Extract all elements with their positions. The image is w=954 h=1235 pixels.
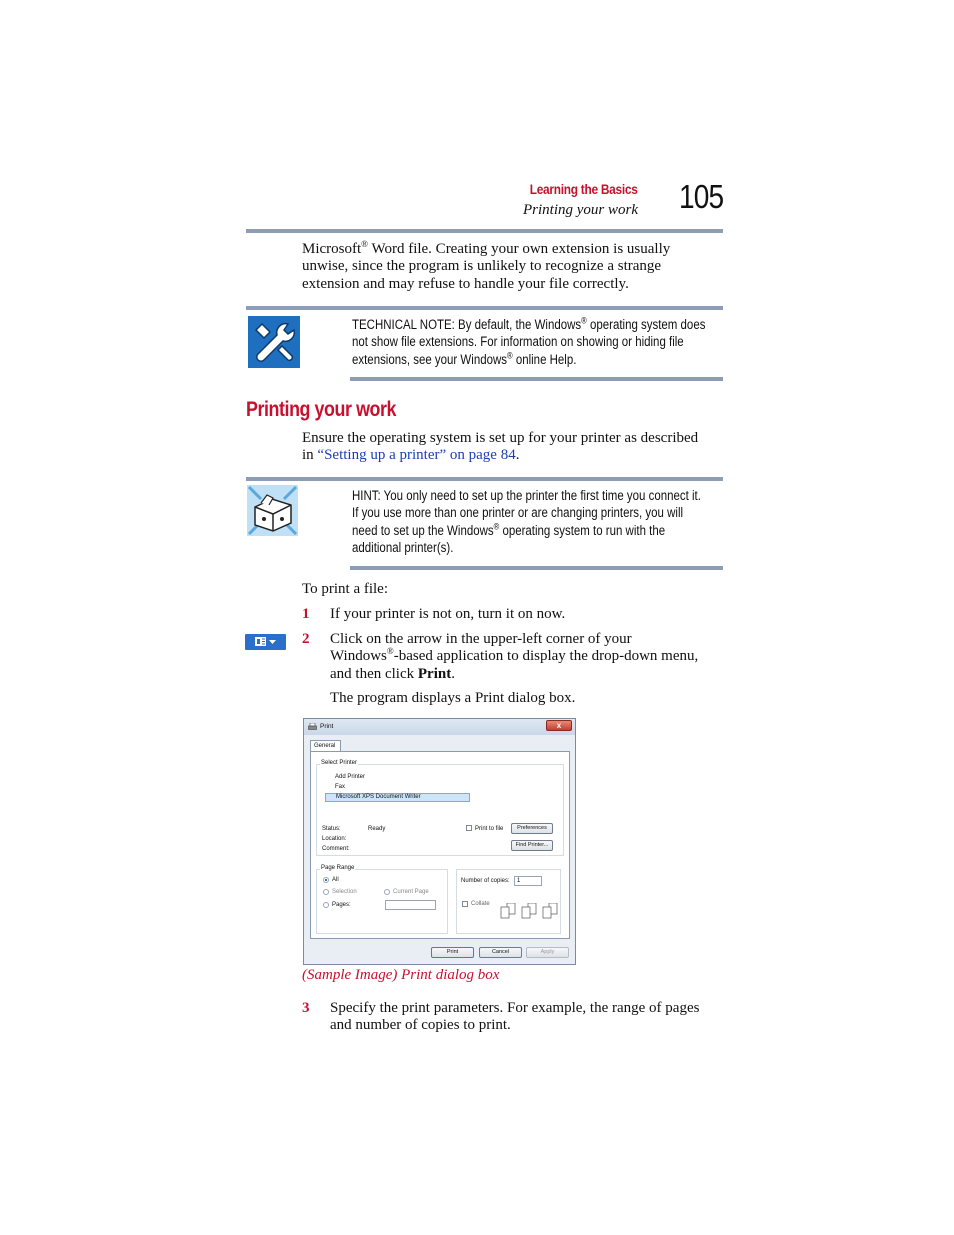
- ensure-paragraph: Ensure the operating system is set up for your printer as described in “Setting up a printer” on page 84.: [302, 430, 699, 464]
- header-rule: [246, 229, 723, 233]
- comment-label: Comment:: [322, 846, 350, 852]
- preferences-button[interactable]: Preferences: [511, 823, 553, 834]
- running-header-topic: Printing your work: [523, 202, 638, 218]
- printer-icon: [308, 723, 317, 731]
- select-printer-label: Select Printer: [321, 760, 358, 766]
- hint-top-rule: [246, 477, 723, 481]
- note-top-rule: [246, 306, 723, 310]
- collate-label: Collate: [471, 901, 490, 907]
- dialog-titlebar: [304, 719, 575, 735]
- all-label: All: [332, 877, 339, 883]
- number-of-copies-label: Number of copies:: [461, 878, 510, 884]
- apply-button[interactable]: Apply: [526, 947, 569, 958]
- location-label: Location:: [322, 836, 347, 842]
- print-dialog: [303, 718, 576, 965]
- print-to-file-checkbox[interactable]: [466, 825, 472, 831]
- setting-up-printer-link[interactable]: “Setting up a printer” on page 84: [317, 447, 516, 464]
- section-title: Printing your work: [246, 398, 397, 421]
- menu-button-icon: [245, 634, 286, 650]
- current-page-label: Current Page: [393, 889, 429, 895]
- note-bottom-rule: [350, 377, 723, 381]
- program-displays-text: The program displays a Print dialog box.: [330, 690, 576, 706]
- tab-general[interactable]: General: [310, 740, 341, 752]
- step-text-2: Click on the arrow in the upper-left corner of your Windows®-based application to display the drop-down menu, and then click Print.: [330, 631, 699, 682]
- hint-bottom-rule: [350, 566, 723, 570]
- intro-paragraph: Microsoft® Word file. Creating your own extension is usually unwise, since the program is unlikely to recognize a strange extension and may refuse to handle your file correctly.: [302, 239, 671, 292]
- step-number-3: 3: [302, 1000, 310, 1016]
- collate-pages-icon: [499, 903, 559, 921]
- print-button[interactable]: Print: [431, 947, 474, 958]
- printer-fax[interactable]: Fax: [335, 784, 346, 790]
- collate-checkbox[interactable]: [462, 901, 468, 907]
- status-value: Ready: [368, 826, 386, 832]
- step-number-1: 1: [302, 606, 310, 622]
- to-print-intro: To print a file:: [302, 581, 389, 597]
- running-header-section: Learning the Basics: [530, 182, 638, 197]
- toolbox-icon: [247, 485, 298, 536]
- step-text-3: Specify the print parameters. For example, the range of pages and number of copies to print.: [330, 1000, 700, 1034]
- all-radio[interactable]: [323, 877, 329, 883]
- pages-input[interactable]: [385, 900, 436, 910]
- page-range-label: Page Range: [321, 865, 355, 871]
- technical-note: TECHNICAL NOTE: By default, the Windows® operating system does not show file extensions. For information on showing or hiding file extensions, see your Windows® online Help.: [352, 315, 706, 367]
- wrench-icon: [248, 316, 300, 368]
- status-label: Status:: [322, 826, 341, 832]
- page-number: 105: [679, 178, 724, 215]
- step-text-1: If your printer is not on, turn it on now.: [330, 606, 566, 622]
- pages-label: Pages:: [332, 902, 351, 908]
- printer-xps-selected[interactable]: Microsoft XPS Document Writer: [325, 793, 470, 802]
- dialog-title: Print: [320, 723, 334, 730]
- find-printer-button[interactable]: Find Printer...: [511, 840, 553, 851]
- selection-label: Selection: [332, 889, 357, 895]
- current-page-radio[interactable]: [384, 889, 390, 895]
- print-to-file-label: Print to file: [475, 826, 504, 832]
- dialog-general-panel: [310, 751, 570, 939]
- step-number-2: 2: [302, 631, 310, 647]
- figure-caption: (Sample Image) Print dialog box: [302, 967, 500, 983]
- dialog-close-button[interactable]: x: [546, 720, 572, 731]
- printer-add[interactable]: Add Printer: [335, 774, 366, 780]
- cancel-button[interactable]: Cancel: [479, 947, 522, 958]
- hint-note: HINT: You only need to set up the printer the first time you connect it. If you use more than one printer or are changing printers, you will need to set up the Windows® operating system to run with the additional printer(s).: [352, 488, 701, 555]
- selection-radio[interactable]: [323, 889, 329, 895]
- pages-radio[interactable]: [323, 902, 329, 908]
- copies-input[interactable]: 1: [514, 876, 542, 886]
